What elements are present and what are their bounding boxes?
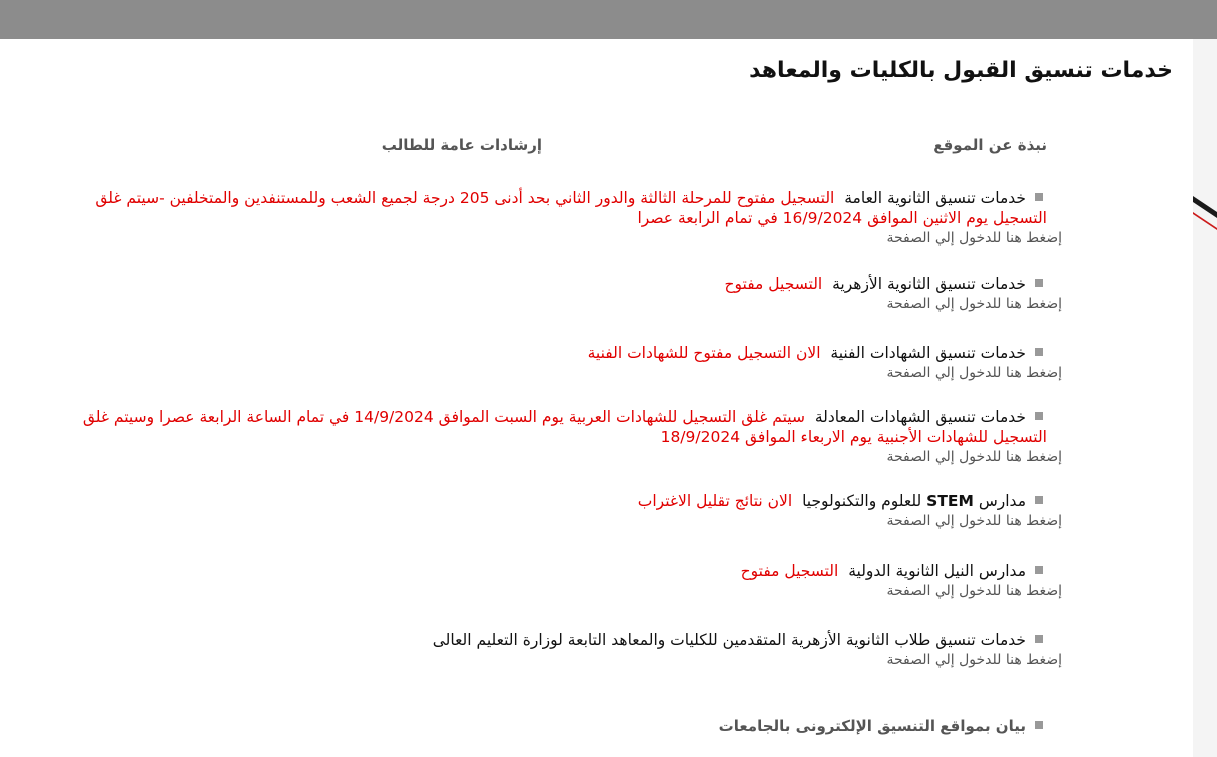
service-item-line — [80, 188, 1047, 228]
service-item-line — [80, 716, 1047, 736]
service-item-equivalent-certificates — [80, 407, 1062, 467]
service-name: خدمات تنسيق الشهادات الفنية — [830, 344, 1026, 362]
service-status-note: التسجيل مفتوح للمرحلة الثالثة والدور الثاني بحد أدنى 205 درجة لجميع الشعب وللمستنفدين والمتخلفين -سيتم غلق التسجيل يوم الاثنين الموافق 16/9/2024 في تمام الرابعة عصرا — [95, 189, 1047, 227]
service-name: خدمات تنسيق الثانوية العامة — [844, 189, 1026, 207]
service-status-note: التسجيل مفتوح — [724, 275, 823, 293]
service-name-stem: STEM — [926, 492, 974, 510]
flag-ribbon-decoration — [1193, 190, 1217, 250]
enter-page-link[interactable]: إضغط هنا للدخول إلي الصفحة — [886, 230, 1062, 246]
square-bullet-icon — [1035, 348, 1043, 356]
browser-top-bar — [0, 0, 1217, 39]
page-title: خدمات تنسيق القبول بالكليات والمعاهد — [749, 58, 1173, 83]
nav-link-student-guidance[interactable]: إرشادات عامة للطالب — [381, 136, 542, 154]
service-item-line — [80, 407, 1047, 447]
service-item-line — [80, 561, 1047, 581]
service-item-general-secondary — [80, 188, 1062, 248]
service-item-azhar-higher-education — [80, 630, 1062, 670]
square-bullet-icon — [1035, 635, 1043, 643]
enter-page-link[interactable]: إضغط هنا للدخول إلي الصفحة — [886, 296, 1062, 312]
enter-page-link[interactable]: إضغط هنا للدخول إلي الصفحة — [886, 652, 1062, 668]
square-bullet-icon — [1035, 412, 1043, 420]
service-status-note: التسجيل مفتوح — [740, 562, 839, 580]
right-edge-background — [1193, 39, 1217, 757]
service-name: خدمات تنسيق طلاب الثانوية الأزهرية المتقدمين للكليات والمعاهد التابعة لوزارة التعليم العالى — [432, 631, 1026, 649]
university-sites-label[interactable]: بيان بمواقع التنسيق الإلكترونى بالجامعات — [718, 717, 1026, 735]
service-item-stem-schools — [80, 491, 1062, 531]
university-sites-item[interactable] — [80, 716, 1047, 736]
service-name: خدمات تنسيق الثانوية الأزهرية — [832, 275, 1026, 293]
service-name-suffix: للعلوم والتكنولوجيا — [802, 492, 922, 510]
service-item-nile-schools — [80, 561, 1062, 601]
enter-page-link[interactable]: إضغط هنا للدخول إلي الصفحة — [886, 365, 1062, 381]
square-bullet-icon — [1035, 566, 1043, 574]
enter-page-link[interactable]: إضغط هنا للدخول إلي الصفحة — [886, 449, 1062, 465]
service-item-line — [80, 343, 1047, 363]
square-bullet-icon — [1035, 496, 1043, 504]
service-name: خدمات تنسيق الشهادات المعادلة — [814, 408, 1026, 426]
service-name-prefix: مدارس — [978, 492, 1026, 510]
service-item-line — [80, 274, 1047, 294]
nav-link-about-site[interactable]: نبذة عن الموقع — [933, 136, 1047, 154]
service-status-note: الان التسجيل مفتوح للشهادات الفنية — [587, 344, 821, 362]
square-bullet-icon — [1035, 279, 1043, 287]
enter-page-link[interactable]: إضغط هنا للدخول إلي الصفحة — [886, 583, 1062, 599]
service-name: مدارس النيل الثانوية الدولية — [848, 562, 1026, 580]
service-item-line — [80, 630, 1047, 650]
square-bullet-icon — [1035, 721, 1043, 729]
service-item-azhar-secondary — [80, 274, 1062, 314]
service-status-note: سيتم غلق التسجيل للشهادات العربية يوم السبت الموافق 14/9/2024 في تمام الساعة الرابعة عصرا وسيتم غلق التسجيل للشهادات الأجنبية يوم الاربعاء الموافق 18/9/2024 — [82, 408, 1047, 446]
square-bullet-icon — [1035, 193, 1043, 201]
service-item-line — [80, 491, 1047, 511]
service-name — [802, 492, 1026, 510]
enter-page-link[interactable]: إضغط هنا للدخول إلي الصفحة — [886, 513, 1062, 529]
service-status-note: الان نتائج تقليل الاغتراب — [637, 492, 793, 510]
service-item-technical-certificates — [80, 343, 1062, 383]
